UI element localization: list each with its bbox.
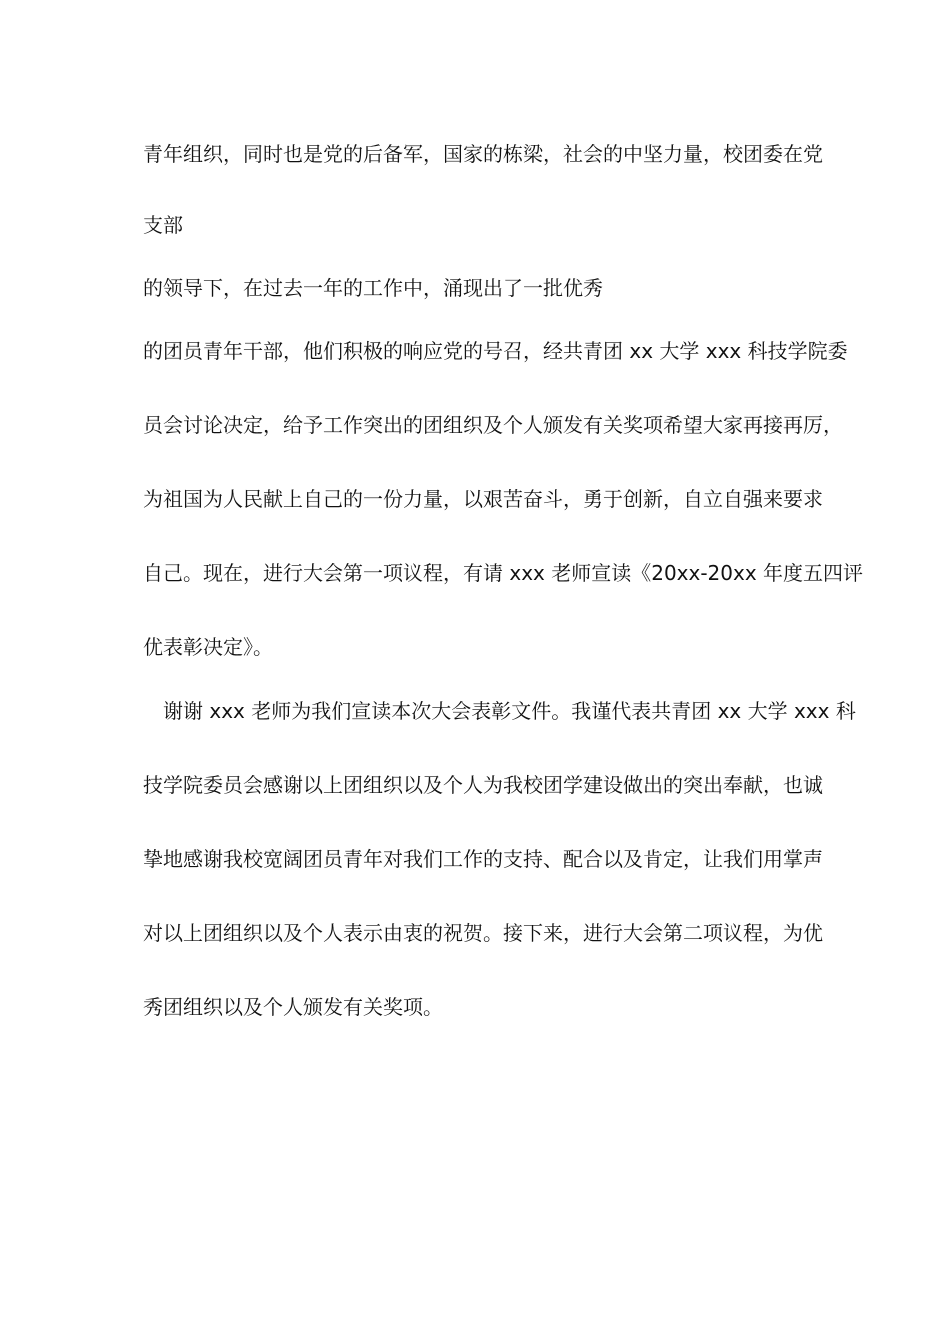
text-line: 员会讨论决定，给予工作突出的团组织及个人颁发有关奖项希望大家再接再厉， [143,413,843,437]
text-line: 对以上团组织以及个人表示由衷的祝贺。接下来，进行大会第二项议程，为优 [143,921,823,945]
text-line: 优表彰决定》。 [143,635,273,659]
text-line: 技学院委员会感谢以上团组织以及个人为我校团学建设做出的突出奉献，也诚 [143,773,823,797]
paragraph-first-line: 谢谢 xxx 老师为我们宣读本次大会表彰文件。我谨代表共青团 xx 大学 xxx 科 [163,699,856,723]
text-line: 自己。现在，进行大会第一项议程，有请 xxx 老师宣读《20xx-20xx 年度五四评 [143,561,864,585]
text-line: 的团员青年干部，他们积极的响应党的号召，经共青团 xx 大学 xxx 科技学院委 [143,339,848,363]
text-line: 挚地感谢我校宽阔团员青年对我们工作的支持、配合以及肯定，让我们用掌声 [143,847,823,871]
text-line: 支部 [143,213,183,237]
text-line: 为祖国为人民献上自己的一份力量，以艰苦奋斗，勇于创新，自立自强来要求 [143,487,823,511]
text-line: 的领导下，在过去一年的工作中，涌现出了一批优秀 [143,276,603,300]
text-line: 秀团组织以及个人颁发有关奖项。 [143,995,443,1019]
text-line: 青年组织，同时也是党的后备军，国家的栋梁，社会的中坚力量，校团委在党 [143,142,823,166]
